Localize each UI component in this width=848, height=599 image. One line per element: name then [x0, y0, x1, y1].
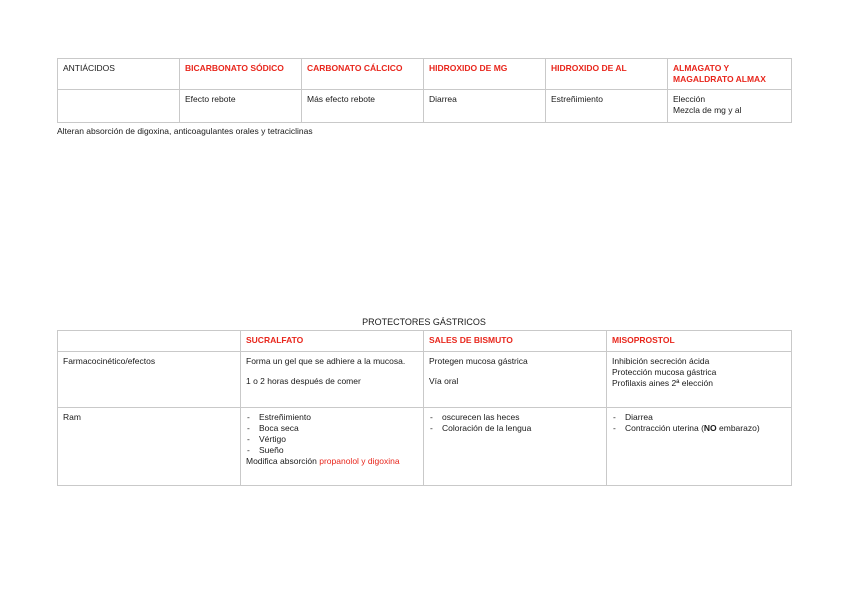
- ram-misoprostol: [607, 408, 792, 486]
- antacids-header-label: ANTIÁCIDOS: [58, 59, 180, 90]
- pharmacokinetic-label: Farmacocinético/efectos: [58, 352, 241, 408]
- pharmacokinetic-row: [58, 352, 792, 408]
- antacids-note: Alteran absorción de digoxina, anticoagulantes orales y tetraciclinas: [57, 126, 313, 136]
- ram-misoprostol-tail: embarazo): [716, 423, 760, 433]
- effect-hidroxido-al: Estreñimiento: [546, 90, 668, 123]
- header-hidroxido-al: HIDROXIDO DE AL: [546, 59, 668, 90]
- protectors-header-empty: [58, 331, 241, 352]
- pk-misoprostol: [607, 352, 792, 408]
- gastric-protectors-caption: PROTECTORES GÁSTRICOS: [362, 317, 486, 327]
- pk-misoprostol-line2: Protección mucosa gástrica: [612, 367, 717, 377]
- ram-sucralfato-extra: [246, 456, 418, 467]
- list-item: - Sueño: [246, 445, 418, 456]
- pk-misoprostol-line3: Profilaxis aines 2ª elección: [612, 378, 713, 388]
- protectors-header-row: [58, 331, 792, 352]
- effect-almagato-line1: Elección: [673, 94, 706, 104]
- list-item: - Diarrea: [612, 412, 786, 423]
- ram-row: [58, 408, 792, 486]
- ram-bismuto-list: [429, 412, 601, 434]
- ram-bismuto: [424, 408, 607, 486]
- list-item: - Estreñimiento: [246, 412, 418, 423]
- ram-sucralfato: [241, 408, 424, 486]
- antacids-table: [57, 58, 792, 123]
- ram-sucralfato-extra-highlight: propanolol y digoxina: [319, 456, 400, 466]
- gastric-protectors-table: [57, 330, 792, 486]
- header-bismuto: SALES DE BISMUTO: [424, 331, 607, 352]
- pk-bismuto-line1: Protegen mucosa gástrica: [429, 356, 528, 366]
- ram-label: Ram: [58, 408, 241, 486]
- list-item: [612, 423, 786, 434]
- header-carbonato: CARBONATO CÁLCICO: [302, 59, 424, 90]
- ram-sucralfato-list: [246, 412, 418, 456]
- ram-misoprostol-text: Contracción uterina (: [625, 423, 704, 433]
- effect-hidroxido-mg: Diarrea: [424, 90, 546, 123]
- list-item: - oscurecen las heces: [429, 412, 601, 423]
- list-item: - Boca seca: [246, 423, 418, 434]
- pk-misoprostol-line1: Inhibición secreción ácida: [612, 356, 710, 366]
- effect-carbonato: Más efecto rebote: [302, 90, 424, 123]
- effect-almagato-line2: Mezcla de mg y al: [673, 105, 742, 115]
- antacids-header-row: [58, 59, 792, 90]
- ram-misoprostol-bold: NO: [703, 423, 717, 433]
- pk-bismuto: [424, 352, 607, 408]
- ram-sucralfato-extra-text: Modifica absorción: [246, 456, 320, 466]
- effects-label-cell: [58, 90, 180, 123]
- header-sucralfato: SUCRALFATO: [241, 331, 424, 352]
- pk-sucralfato: [241, 352, 424, 408]
- list-item: - Coloración de la lengua: [429, 423, 601, 434]
- list-item: - Vértigo: [246, 434, 418, 445]
- pk-bismuto-line2: Vía oral: [429, 376, 459, 386]
- pk-sucralfato-line2: 1 o 2 horas después de comer: [246, 376, 361, 386]
- ram-misoprostol-list: [612, 412, 786, 434]
- antacids-effects-row: [58, 90, 792, 123]
- header-hidroxido-mg: HIDROXIDO DE MG: [424, 59, 546, 90]
- header-bicarbonato: BICARBONATO SÓDICO: [180, 59, 302, 90]
- effect-almagato: [668, 90, 792, 123]
- pk-sucralfato-line1: Forma un gel que se adhiere a la mucosa.: [246, 356, 406, 366]
- effect-bicarbonato: Efecto rebote: [180, 90, 302, 123]
- header-almagato: ALMAGATO Y MAGALDRATO ALMAX: [668, 59, 792, 90]
- header-misoprostol: MISOPROSTOL: [607, 331, 792, 352]
